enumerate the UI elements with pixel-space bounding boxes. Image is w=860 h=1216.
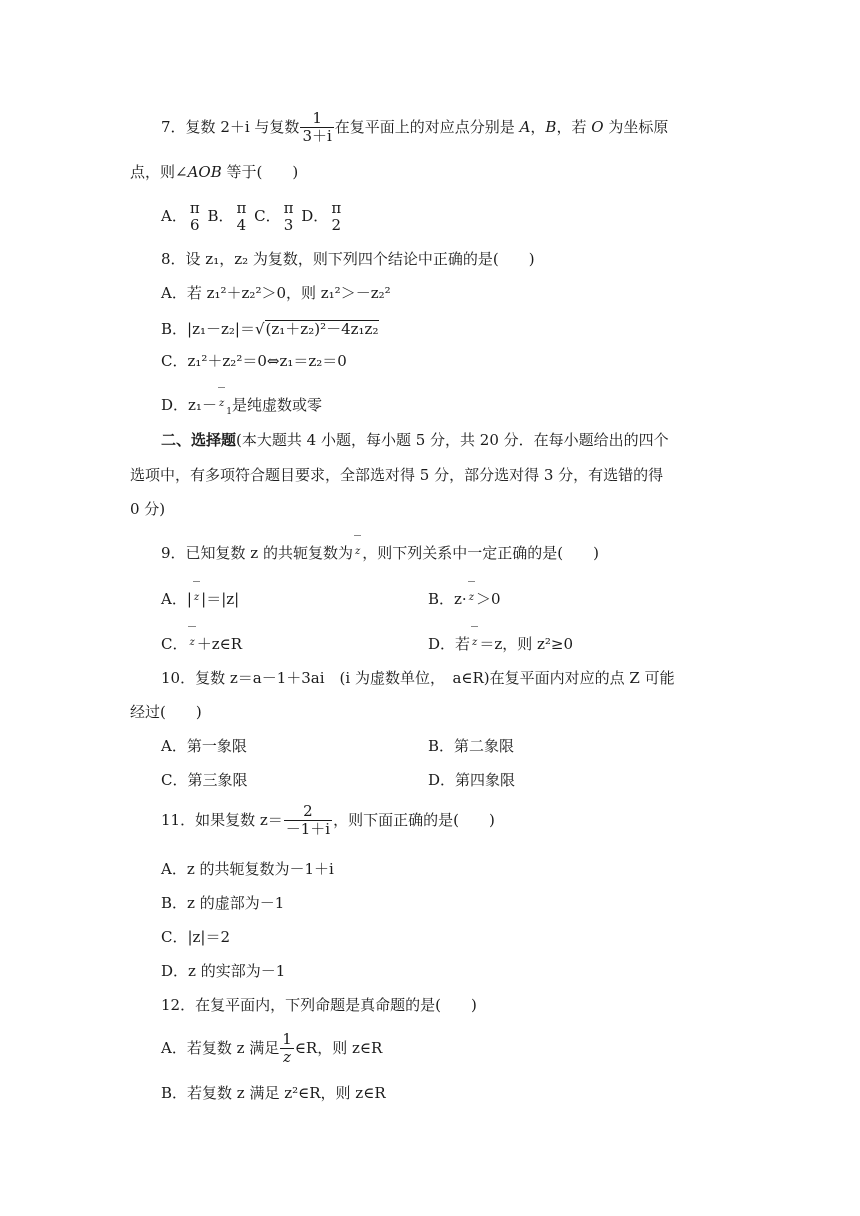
q11-option-c: C．|z|＝2 <box>161 928 231 946</box>
q12-option-a-fraction <box>280 1031 294 1067</box>
q7-option-c-num: π <box>283 199 294 217</box>
q8-option-d <box>161 396 322 417</box>
q9-stem <box>161 546 599 561</box>
q7-line1 <box>161 110 668 146</box>
q9-option-b-conjugate: z <box>468 592 474 603</box>
q7-option-d-fraction <box>329 200 343 235</box>
q7-option-a-den: 6 <box>190 216 200 235</box>
q7-option-d <box>301 199 344 235</box>
q9-option-d <box>428 637 573 652</box>
q9-option-a-suffix: |＝|z| <box>201 590 240 608</box>
q7-line2 <box>130 165 298 180</box>
q7-option-a-fraction <box>188 200 202 235</box>
q12-option-a-prefix: A．若复数 z 满足 <box>161 1038 280 1057</box>
q7-comma: ， <box>530 117 546 136</box>
q11-frac-numerator: 2 <box>284 803 332 821</box>
q7-options <box>161 200 344 235</box>
section2-title: 二、选择题 <box>161 431 237 449</box>
q12-option-a-den: z <box>283 1048 291 1067</box>
q8-option-b-radicand: (z₁＋z₂)²－4z₁z₂ <box>265 320 379 338</box>
q7-option-a-num: π <box>189 199 200 217</box>
q7-option-b-label: B． <box>207 207 234 226</box>
q9-option-c <box>161 637 242 652</box>
q7-option-c <box>254 199 296 235</box>
q11-option-b: B．z 的虚部为－1 <box>161 894 285 912</box>
q9-option-d-conjugate: z <box>472 637 478 648</box>
q7-option-a <box>161 199 203 235</box>
q7-option-c-label: C． <box>254 207 281 226</box>
q7-option-d-den: 2 <box>331 216 342 235</box>
q12-option-a <box>161 1031 382 1067</box>
q7-option-b-fraction <box>235 200 249 235</box>
q7-option-d-num: π <box>331 199 342 217</box>
q7-angle-name: AOB <box>187 163 222 181</box>
section2-text-1: (本大题共 4 小题，每小题 5 分，共 20 分．在每小题给出的四个 <box>236 431 669 449</box>
q11-option-d: D．z 的实部为－1 <box>161 962 286 980</box>
q7-option-d-label: D． <box>301 207 329 226</box>
q7-option-b-num: π <box>236 199 247 217</box>
q12-option-a-num: 1 <box>282 1030 292 1048</box>
q8-option-c: C．z₁²＋z₂²＝0⇔z₁＝z₂＝0 <box>161 352 347 370</box>
q11-option-a: A．z 的共轭复数为－1＋i <box>161 860 334 878</box>
q7-text-4: 为坐标原 <box>603 117 669 136</box>
q9-option-a-conjugate: z <box>193 592 200 603</box>
q7-fraction <box>300 110 333 146</box>
section2-line1 <box>161 433 669 448</box>
q9-option-c-conjugate: z <box>189 637 195 648</box>
q7-frac-numerator: 1 <box>300 110 333 128</box>
q7-text-2: 在复平面上的对应点分别是 <box>334 117 520 136</box>
q7-option-b <box>207 199 249 235</box>
q8-option-a: A．若 z₁²＋z₂²＞0，则 z₁²＞－z₂² <box>161 284 391 302</box>
sqrt-icon: √ <box>254 320 265 338</box>
q8-stem: 8．设 z₁，z₂ 为复数，则下列四个结论中正确的是( ) <box>161 250 535 268</box>
section2-line3: 0 分) <box>130 500 166 518</box>
q7-frac-denominator: 3＋i <box>302 127 332 146</box>
q8-option-d-suffix: 是纯虚数或零 <box>231 396 322 414</box>
q7-option-a-label: A． <box>161 207 187 226</box>
q11-stem-prefix: 11．如果复数 z＝ <box>161 810 283 829</box>
q7-text-1: 复数 2＋i 与复数 <box>185 117 300 136</box>
q8-option-d-conjugate: z <box>218 398 225 409</box>
q12-stem: 12．在复平面内，下列命题是真命题的是( ) <box>161 996 477 1014</box>
q8-option-d-prefix: D．z₁－ <box>161 396 217 414</box>
q7-line2-b: 等于( ) <box>221 163 299 181</box>
q9-option-b <box>428 592 501 607</box>
q10-option-d: D．第四象限 <box>428 771 516 789</box>
q9-stem-suffix: ，则下列关系中一定正确的是( ) <box>362 544 599 562</box>
q7-option-b-den: 4 <box>236 216 247 235</box>
q9-stem-prefix: 9．已知复数 z 的共轭复数为 <box>161 544 353 562</box>
q7-line2-a: 点，则∠ <box>130 163 188 181</box>
q12-option-b: B．若复数 z 满足 z²∈R，则 z∈R <box>161 1084 386 1102</box>
q11-stem-suffix: ，则下面正确的是( ) <box>333 810 495 829</box>
q9-option-b-prefix: B．z· <box>428 590 467 608</box>
q9-option-c-suffix: ＋z∈R <box>196 635 243 653</box>
q7-number: 7． <box>161 117 186 136</box>
q8-option-d-subscript: 1 <box>226 407 232 417</box>
q7-point-a: A <box>519 117 531 136</box>
q8-option-b-prefix: B．|z₁－z₂|＝ <box>161 320 255 338</box>
q10-option-a: A．第一象限 <box>161 737 247 755</box>
q7-option-c-den: 3 <box>283 216 294 235</box>
q7-option-c-fraction <box>282 200 296 235</box>
q9-option-a-prefix: A．| <box>161 590 192 608</box>
q12-option-a-suffix: ∈R，则 z∈R <box>294 1038 383 1057</box>
q11-stem <box>161 803 495 839</box>
q9-stem-conjugate: z <box>354 546 361 557</box>
q10-option-c: C．第三象限 <box>161 771 248 789</box>
q9-option-d-prefix: D．若 <box>428 635 471 653</box>
q10-stem-2: 经过( ) <box>130 703 202 721</box>
q11-frac-denominator: －1＋i <box>285 820 331 839</box>
q9-option-b-suffix: ＞0 <box>475 590 501 608</box>
q11-fraction <box>284 803 332 839</box>
q9-option-a <box>161 592 239 607</box>
q9-option-c-prefix: C． <box>161 635 188 653</box>
section2-line2: 选项中，有多项符合题目要求，全部选对得 5 分，部分选对得 3 分，有选错的得 <box>130 466 664 484</box>
q7-point-o: O <box>591 117 604 136</box>
q7-point-b: B <box>545 117 557 136</box>
q7-text-3: ，若 <box>556 117 592 136</box>
q9-option-d-suffix: ＝z，则 z²≥0 <box>479 635 574 653</box>
q8-option-b <box>161 320 379 337</box>
q10-stem: 10．复数 z＝a－1＋3ai (i 为虚数单位， a∈R)在复平面内对应的点 Z 可能 <box>161 669 675 687</box>
q10-option-b: B．第二象限 <box>428 737 515 755</box>
